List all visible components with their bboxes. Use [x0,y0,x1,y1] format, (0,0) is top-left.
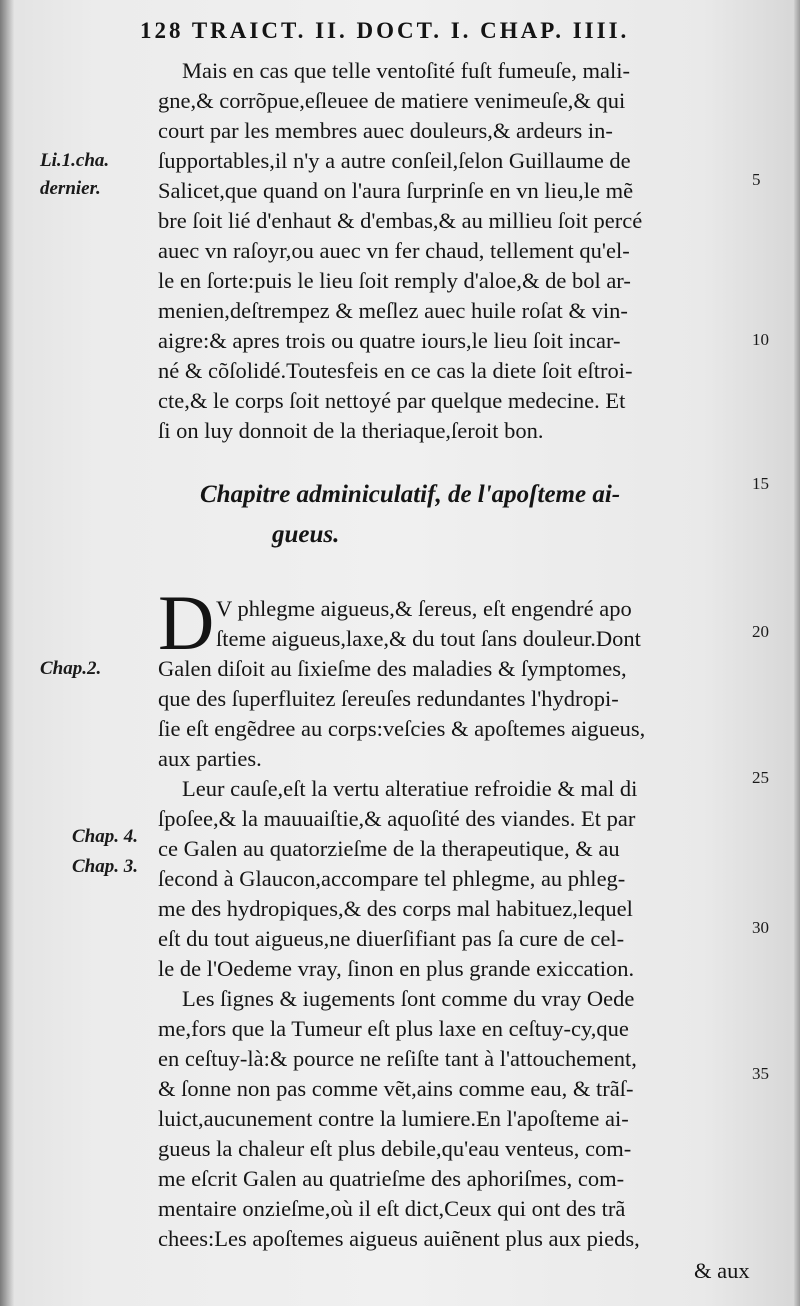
text-line: mentaire onzieſme,où il eſt dict,Ceux qui ont des trã [158,1196,626,1221]
text-line: ſecond à Glaucon,accompare tel phlegme, au phleg- [158,866,626,891]
margin-note: Chap.2. [40,658,102,679]
text-line: ſupportables,il n'y a autre conſeil,ſelon Guillaume de [158,148,631,173]
text-line: & ſonne non pas comme vẽt,ains comme eau, & trãſ- [158,1076,634,1101]
catchword: & aux [694,1258,750,1283]
text-line: aux parties. [158,746,262,771]
text-line: Mais en cas que telle ventoſité fuſt fumeuſe, mali- [182,58,630,83]
margin-note: Chap. 3. [72,856,138,877]
text-line: me eſcrit Galen au quatrieſme des aphoriſmes, com- [158,1166,625,1191]
margin-note: Li.1.cha. [40,150,110,171]
text-line: bre ſoit lié d'enhaut & d'embas,& au millieu ſoit percé [158,208,643,233]
text-line: aigre:& apres trois ou quatre iours,le lieu ſoit incar- [158,328,621,353]
text-line: Leur cauſe,eſt la vertu alteratiue refroidie & mal di [182,776,638,801]
text-line: gne,& corrõpue,eſleuee de matiere venimeuſe,& qui [158,88,626,113]
line-number: 10 [752,330,769,349]
text-line: menien,deſtrempez & meſlez auec huile roſat & vin- [158,298,628,323]
text-line: eſt du tout aigueus,ne diuerſifiant pas ſa cure de cel- [158,926,625,951]
line-number: 20 [752,622,769,641]
chapter-heading: Chapitre adminiculatif, de l'apoſteme ai- [200,481,621,508]
text-line: ſie eſt engẽdree au corps:veſcies & apoſtemes aigueus, [158,716,646,741]
text-line: ce Galen au quatorzieſme de la therapeutique, & au [158,836,620,861]
text-line: que des ſuperfluitez ſereuſes redundantes l'hydropi- [158,686,619,711]
text-line: gueus la chaleur eſt plus debile,qu'eau venteus, com- [158,1136,632,1161]
line-number: 15 [752,474,769,493]
text-line: chees:Les apoſtemes aigueus auiẽnent plus aux pieds, [158,1226,640,1251]
text-line: ſteme aigueus,laxe,& du tout ſans douleur.Dont [216,626,641,651]
text-line: en ceſtuy-là:& pource ne reſiſte tant à l'attouchement, [158,1046,637,1071]
margin-note: Chap. 4. [72,826,138,847]
margin-note: dernier. [40,178,101,199]
drop-cap: D [158,579,215,666]
text-line: Les ſignes & iugements ſont comme du vray Oede [182,986,635,1011]
line-number: 35 [752,1064,769,1083]
chapter-heading-cont: gueus. [272,521,340,548]
line-number: 5 [752,170,761,189]
line-number: 30 [752,918,769,937]
line-number: 25 [752,768,769,787]
text-line: luict,aucunement contre la lumiere.En l'apoſteme ai- [158,1106,629,1131]
text-line: Galen diſoit au ſixieſme des maladies & ſymptomes, [158,656,627,681]
text-line: me,fors que la Tumeur eſt plus laxe en ceſtuy-cy,que [158,1016,629,1041]
text-line: cte,& le corps ſoit nettoyé par quelque medecine. Et [158,388,626,413]
text-line: me des hydropiques,& des corps mal habituez,lequel [158,896,633,921]
text-line: ſi on luy donnoit de la theriaque,ſeroit bon. [158,418,544,443]
running-header: 128 TRAICT. II. DOCT. I. CHAP. IIII. [140,18,630,43]
text-line: V phlegme aigueus,& ſereus, eſt engendré apo [216,596,632,621]
text-line: court par les membres auec douleurs,& ardeurs in- [158,118,613,143]
text-line: le de l'Oedeme vray, ſinon en plus grande exiccation. [158,956,635,981]
text-line: Salicet,que quand on l'aura ſurprinſe en vn lieu,le mẽ [158,178,634,203]
page-gutter [0,0,14,1306]
text-line: ſpoſee,& la mauuaiſtie,& aquoſité des viandes. Et par [158,806,636,831]
text-line: le en ſorte:puis le lieu ſoit remply d'aloe,& de bol ar- [158,268,631,293]
text-line: auec vn raſoyr,ou auec vn fer chaud, tellement qu'el- [158,238,630,263]
text-line: né & cõſolidé.Toutesfeis en ce cas la diete ſoit eſtroi- [158,358,633,383]
